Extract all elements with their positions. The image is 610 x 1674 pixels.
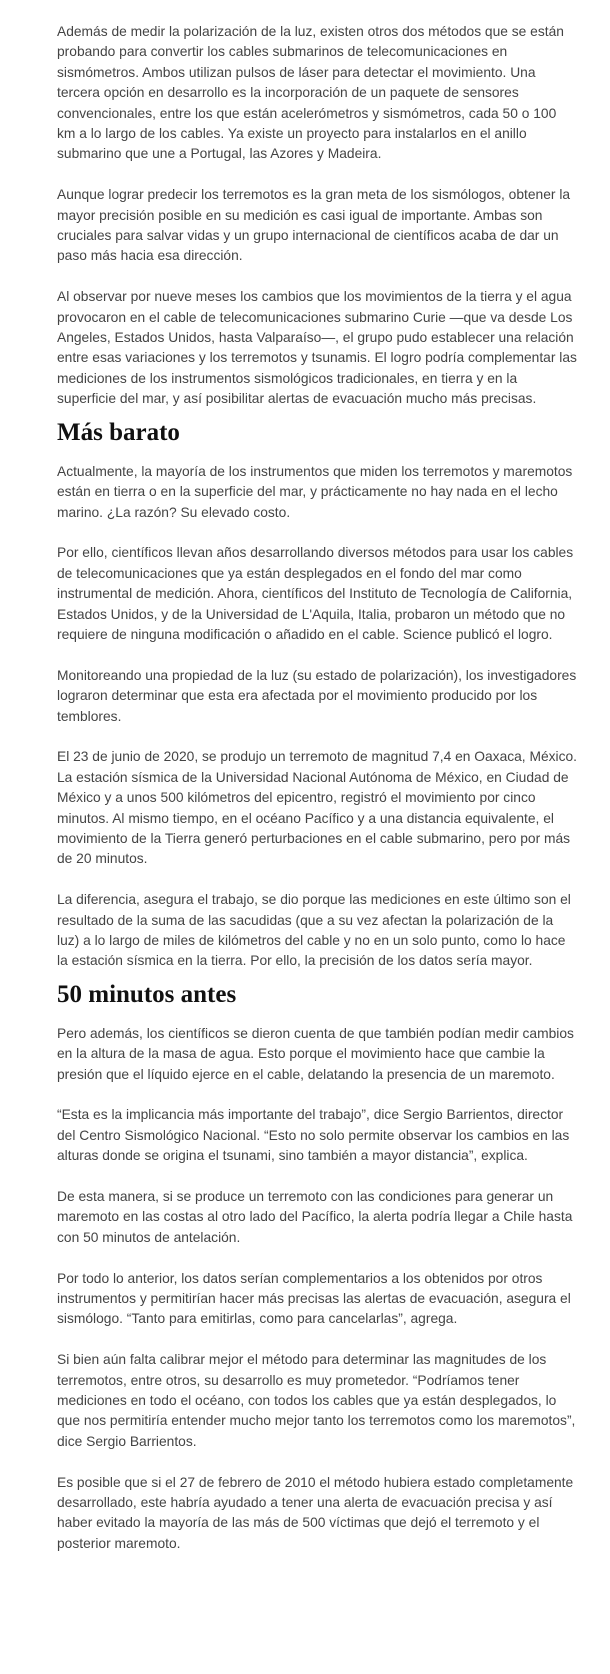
paragraph: “Esta es la implicancia más importante del trabajo”, dice Sergio Barrientos, director del Centro Sismológico Nacional. “Esto no solo permite observar los cambios en las alturas donde se origina el tsunami, sino también a mayor distancia”, explica. bbox=[57, 1107, 570, 1164]
paragraph: La diferencia, asegura el trabajo, se dio porque las mediciones en este último son el resultado de la suma de las sacudidas (que a su vez afectan la polarización de la luz) a lo largo de miles de kilómetros del cable y no en un solo punto, como lo hace la estación sísmica en la tierra. Por ello, la precisión de los datos sería mayor. bbox=[57, 892, 571, 969]
paragraph: Además de medir la polarización de la luz, existen otros dos métodos que se están probando para convertir los cables submarinos de telecomunicaciones en sismómetros. Ambos utilizan pulsos de láser para detectar el movimiento. Una tercera opción en desarrollo es la incorporación de un paquete de sensores convencionales, entre los que están acelerómetros y sismómetros, cada 50 o 100 km a lo largo de los cables. Ya existe un proyecto para instalarlos en el anillo submarino que une a Portugal, las Azores y Madeira. bbox=[57, 24, 564, 162]
paragraph: Si bien aún falta calibrar mejor el método para determinar las magnitudes de los terremotos, entre otros, su desarrollo es muy prometedor. “Podríamos tener mediciones en todo el océano, con todos los cables que ya están desplegados, lo que nos permitiría entender mucho mejor tanto los terremotos como los maremotos”, dice Sergio Barrientos. bbox=[57, 1352, 576, 1449]
paragraph: El 23 de junio de 2020, se produjo un terremoto de magnitud 7,4 en Oaxaca, México. La estación sísmica de la Universidad Nacional Autónoma de México, en Ciudad de México y a unos 500 kilómetros del epicentro, registró el movimiento por cinco minutos. Al mismo tiempo, en el océano Pacífico y a una distancia equivalente, el movimiento de la Tierra generó perturbaciones en el cable submarino, pero por más de 20 minutos. bbox=[57, 749, 578, 867]
paragraph: Aunque lograr predecir los terremotos es la gran meta de los sismólogos, obtener la mayor precisión posible en su medición es casi igual de importante. Ambas son cruciales para salvar vidas y un grupo internacional de científicos acaba de dar un paso más hacia esa dirección. bbox=[57, 187, 571, 264]
paragraph: Por todo lo anterior, los datos serían complementarios a los obtenidos por otros instrumentos y permitirían hacer más precisas las alertas de evacuación, asegura el sismólogo. “Tanto para emitirlas, como para cancelarlas”, agrega. bbox=[57, 1270, 571, 1327]
section-heading: 50 minutos antes bbox=[57, 980, 237, 1008]
paragraph: Pero además, los científicos se dieron cuenta de que también podían medir cambios en la altura de la masa de agua. Esto porque el movimiento hace que cambie la presión que el líquido ejerce en el cable, delatando la presencia de un maremoto. bbox=[57, 1025, 574, 1082]
paragraph: Por ello, científicos llevan años desarrollando diversos métodos para usar los cables de telecomunicaciones que ya están desplegados en el fondo del mar como instrumental de medición. Ahora, científicos del Instituto de Tecnología de California, Estados Unidos, y de la Universidad de L'Aquila, Italia, probaron un método que no requiere de ninguna modificación o añadido en el cable. Science publicó el logro. bbox=[57, 545, 574, 642]
section-heading: Más barato bbox=[57, 418, 180, 446]
paragraph: Es posible que si el 27 de febrero de 2010 el método hubiera estado completamente desarrollado, este habría ayudado a tener una alerta de evacuación precisa y así haber evitado la mayoría de las más de 500 víctimas que dejó el terremoto y el posterior maremoto. bbox=[57, 1474, 574, 1551]
paragraph: Al observar por nueve meses los cambios que los movimientos de la tierra y el agua provocaron en el cable de telecomunicaciones submarino Curie —que va desde Los Angeles, Estados Unidos, hasta Valparaíso—, el grupo pudo establecer una relación entre esas variaciones y los terremotos y tsunamis. El logro podría complementar las mediciones de los instrumentos sismológicos tradicionales, en tierra y en la superficie del mar, y así posibilitar alertas de evacuación mucho más precisas. bbox=[57, 289, 577, 407]
paragraph: Monitoreando una propiedad de la luz (su estado de polarización), los investigadores lograron determinar que esta era afectada por el movimiento producido por los temblores. bbox=[57, 667, 577, 724]
paragraph: Actualmente, la mayoría de los instrumentos que miden los terremotos y maremotos están en tierra o en la superficie del mar, y prácticamente no hay nada en el lecho marino. ¿La razón? Su elevado costo. bbox=[57, 463, 573, 520]
article-body bbox=[57, 0, 577, 1554]
paragraph: De esta manera, si se produce un terremoto con las condiciones para generar un maremoto en las costas al otro lado del Pacífico, la alerta podría llegar a Chile hasta con 50 minutos de antelación. bbox=[57, 1189, 573, 1245]
